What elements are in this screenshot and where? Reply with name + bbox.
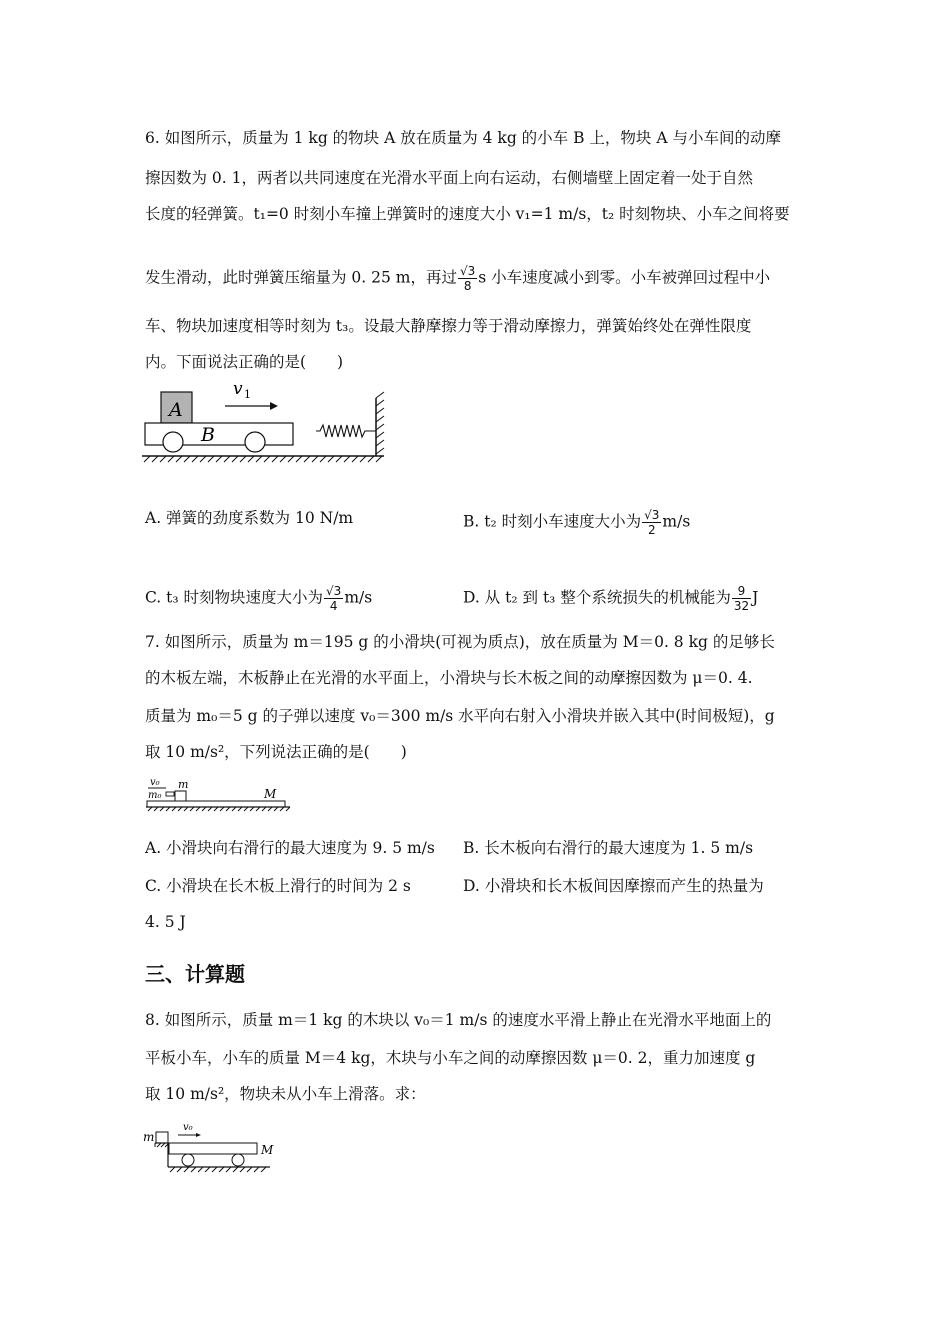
- q6-option-b-unit: m/s: [662, 512, 691, 531]
- section-heading: 三、计算题: [145, 962, 245, 986]
- velocity-label: v: [233, 379, 243, 399]
- q6-option-c: [145, 584, 372, 613]
- q6-option-c-text: C. t₃ 时刻物块速度大小为: [145, 588, 324, 607]
- fraction-numerator: 9: [732, 584, 751, 599]
- q6-line-1: 6. 如图所示，质量为 1 kg 的物块 A 放在质量为 4 kg 的小车 B 上，物块 A 与小车间的动摩: [145, 129, 781, 147]
- wheel: [163, 432, 183, 452]
- slider-block: [175, 791, 186, 801]
- fraction: [458, 264, 477, 293]
- q6-option-d-text: D. 从 t₂ 到 t₃ 整个系统损失的机械能为: [463, 588, 731, 607]
- fraction: [732, 584, 751, 613]
- q7-option-c: C. 小滑块在长木板上滑行的时间为 2 s: [145, 877, 411, 895]
- bullet-mass-label: m₀: [148, 790, 162, 801]
- q8-line-3: 取 10 m/s²，物块未从小车上滑落。求：: [145, 1085, 426, 1103]
- q6-line-4-a: 发生滑动，此时弹簧压缩量为 0. 25 m，再过: [145, 268, 457, 287]
- fraction-denominator: 8: [463, 279, 472, 293]
- bullet-velocity-label: v₀: [150, 777, 160, 788]
- spring: [316, 425, 376, 437]
- fraction: [642, 508, 661, 537]
- q7-line-3: 质量为 m₀＝5 g 的子弹以速度 v₀＝300 m/s 水平向右射入小滑块并嵌入其中(时间极短)，g: [145, 707, 775, 725]
- q7-line-1: 7. 如图所示，质量为 m＝195 g 的小滑块(可视为质点)，放在质量为 M＝0. 8 kg 的足够长: [145, 633, 775, 651]
- fraction-numerator: √3: [644, 508, 660, 522]
- velocity-subscript: 1: [244, 388, 251, 401]
- block-mass-label: m: [178, 778, 189, 791]
- velocity-label: v₀: [183, 1122, 193, 1133]
- fraction: [324, 584, 343, 613]
- q6-option-b-text: B. t₂ 时刻小车速度大小为: [463, 512, 642, 531]
- q6-line-5: 车、物块加速度相等时刻为 t₃。设最大静摩擦力等于滑动摩擦力，弹簧始终处在弹性限度: [145, 317, 752, 335]
- q7-option-d: D. 小滑块和长木板间因摩擦而产生的热量为: [463, 877, 764, 895]
- q7-line-2: 的木板左端，木板静止在光滑的水平面上，小滑块与长木板之间的动摩擦因数为 μ＝0. 4.: [145, 669, 753, 687]
- q6-line-4-b: s 小车速度减小到零。小车被弹回过程中小: [478, 268, 771, 287]
- q8-figure: [140, 1118, 280, 1174]
- q6-option-d: [463, 584, 758, 613]
- q6-line-2: 擦因数为 0. 1，两者以共同速度在光滑水平面上向右运动，右侧墙壁上固定着一处于自然: [145, 169, 754, 187]
- fraction-denominator: 2: [647, 523, 656, 537]
- q7-line-4: 取 10 m/s²，下列说法正确的是( ): [145, 743, 407, 761]
- block-a-label: A: [169, 399, 183, 421]
- cart-mass-label: M: [261, 1143, 274, 1157]
- q7-option-d-continued: 4. 5 J: [145, 913, 186, 931]
- q8-line-1: 8. 如图所示，质量 m＝1 kg 的木块以 v₀＝1 m/s 的速度水平滑上静止在光滑水平地面上的: [145, 1011, 772, 1029]
- q7-option-b: B. 长木板向右滑行的最大速度为 1. 5 m/s: [463, 839, 754, 857]
- arrow-head-icon: [270, 402, 278, 410]
- q8-line-2: 平板小车，小车的质量 M＝4 kg，木块与小车之间的动摩擦因数 μ＝0. 2，重力加速度 g: [145, 1049, 756, 1067]
- cart-b-label: B: [201, 424, 215, 446]
- fraction-denominator: 32: [733, 599, 750, 613]
- q6-line-3: 长度的轻弹簧。t₁=0 时刻小车撞上弹簧时的速度大小 v₁=1 m/s，t₂ 时刻物块、小车之间将要: [145, 205, 790, 223]
- wood-block: [156, 1132, 168, 1143]
- q6-option-d-unit: J: [752, 588, 759, 607]
- arrow-head-icon: [196, 1133, 201, 1137]
- q6-figure: [140, 378, 395, 468]
- fraction-numerator: √3: [460, 264, 476, 278]
- block-mass-label: m: [143, 1130, 155, 1144]
- wheel: [182, 1154, 194, 1166]
- q6-line-6: 内。下面说法正确的是( ): [145, 353, 344, 371]
- bullet: [166, 792, 174, 796]
- wheel: [232, 1154, 244, 1166]
- board-mass-label: M: [264, 787, 277, 801]
- q6-option-a: A. 弹簧的劲度系数为 10 N/m: [145, 509, 354, 527]
- board: [147, 801, 285, 807]
- fraction-denominator: 4: [329, 599, 338, 613]
- fraction-numerator: √3: [326, 584, 342, 598]
- q6-option-b: [463, 508, 690, 537]
- wheel: [245, 432, 265, 452]
- q6-line-4: [145, 264, 770, 293]
- q6-option-c-unit: m/s: [344, 588, 373, 607]
- q7-option-a: A. 小滑块向右滑行的最大速度为 9. 5 m/s: [145, 839, 435, 857]
- q7-figure: [144, 774, 294, 812]
- cart-plate: [169, 1143, 257, 1154]
